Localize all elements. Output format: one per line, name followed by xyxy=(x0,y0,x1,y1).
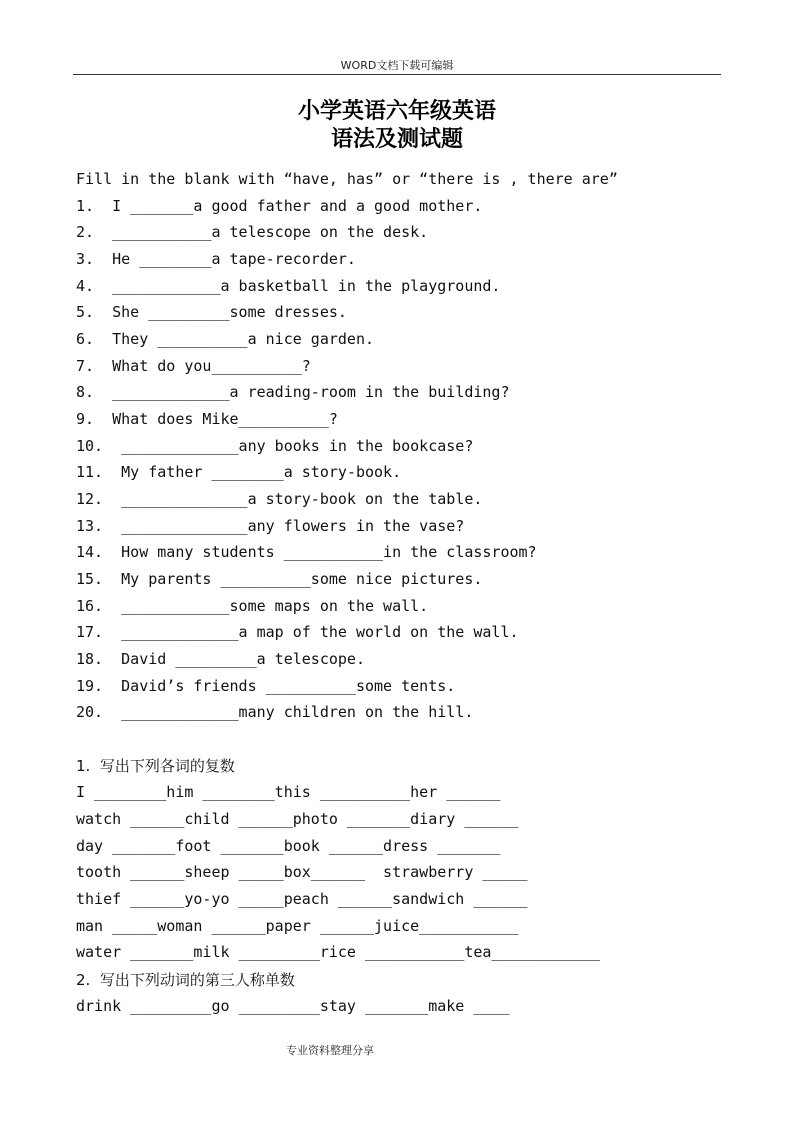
exercise-line: 10. _____________any books in the bookcase? xyxy=(76,437,474,455)
plural-row: tooth ______sheep _____box______ strawberry _____ xyxy=(76,863,528,881)
title-line-2: 语法及测试题 xyxy=(330,126,463,152)
exercise-line: 5. She _________some dresses. xyxy=(76,303,347,321)
plural-row: thief ______yo-yo _____peach ______sandwich ______ xyxy=(76,890,528,908)
plural-row: man _____woman ______paper ______juice___________ xyxy=(76,917,519,935)
exercise-line: 12. ______________a story-book on the table. xyxy=(76,490,483,508)
section-heading-plurals: 1. 写出下列各词的复数 xyxy=(76,757,235,775)
exercise-line: 19. David’s friends __________some tents. xyxy=(76,677,456,695)
exercise-line: 3. He ________a tape-recorder. xyxy=(76,250,356,268)
section-heading-third-person: 2. 写出下列动词的第三人称单数 xyxy=(76,971,295,989)
title-line-1: 小学英语六年级英语 xyxy=(297,98,496,124)
exercise-line: 17. _____________a map of the world on the wall. xyxy=(76,623,519,641)
plural-row: water _______milk _________rice ___________tea____________ xyxy=(76,943,600,961)
exercise-line: 20. _____________many children on the hill. xyxy=(76,703,474,721)
exercise-line: 1. I _______a good father and a good mother. xyxy=(76,197,483,215)
exercise-line: 18. David _________a telescope. xyxy=(76,650,365,668)
exercise-line: 14. How many students ___________in the classroom? xyxy=(76,543,537,561)
exercise-line: 11. My father ________a story-book. xyxy=(76,463,402,481)
exercise-line: 4. ____________a basketball in the playground. xyxy=(76,277,501,295)
plural-row: day _______foot _______book ______dress _______ xyxy=(76,837,501,855)
header-divider xyxy=(73,74,721,75)
exercise-line: 13. ______________any flowers in the vase? xyxy=(76,517,465,535)
page-header: WORD文档下载可编辑 xyxy=(340,59,454,72)
exercise-line: 15. My parents __________some nice pictures. xyxy=(76,570,483,588)
page-footer: 专业资料整理分享 xyxy=(286,1044,374,1057)
exercise-line: 9. What does Mike__________? xyxy=(76,410,338,428)
plural-row: I ________him ________this __________her ______ xyxy=(76,783,501,801)
verb-row: drink _________go _________stay _______make ____ xyxy=(76,997,510,1015)
exercise-line: 7. What do you__________? xyxy=(76,357,311,375)
plural-row: watch ______child ______photo _______diary ______ xyxy=(76,810,519,828)
exercise-line: 6. They __________a nice garden. xyxy=(76,330,375,348)
instruction-text: Fill in the blank with “have, has” or “there is , there are” xyxy=(76,170,618,188)
exercise-line: 8. _____________a reading-room in the building? xyxy=(76,383,510,401)
exercise-line: 16. ____________some maps on the wall. xyxy=(76,597,429,615)
exercise-line: 2. ___________a telescope on the desk. xyxy=(76,223,429,241)
